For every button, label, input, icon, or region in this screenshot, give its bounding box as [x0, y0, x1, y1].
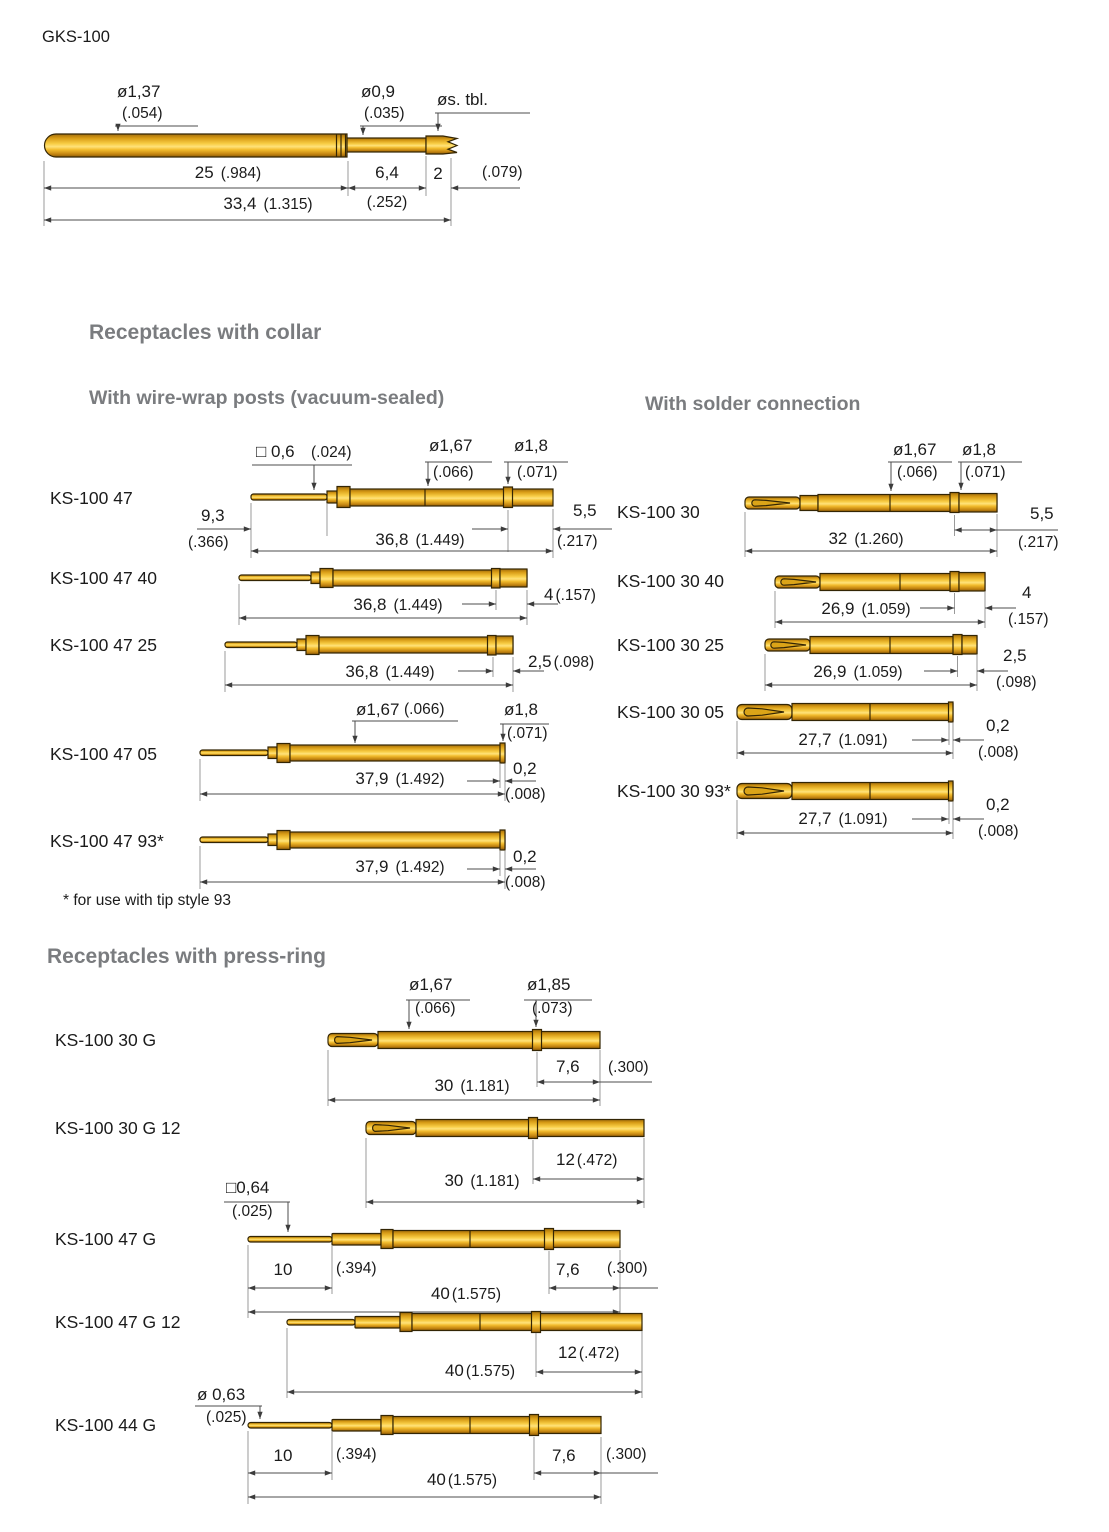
- dim-inch: (.300): [608, 1059, 649, 1076]
- dim-inch: (.008): [978, 823, 1019, 840]
- dia-label-inch: (.025): [232, 1203, 273, 1220]
- dim-value: 30: [434, 1076, 454, 1095]
- dim-value: 0,2: [513, 759, 537, 778]
- drawing-ks-100-44-g: [248, 1415, 658, 1505]
- dim-inch: (1.449): [393, 597, 443, 614]
- part-label: KS-100 30 G: [55, 1030, 157, 1050]
- dim-value: 2,5: [1003, 646, 1027, 665]
- dim-pair: [813, 663, 902, 681]
- dim-inch: (1.575): [451, 1286, 502, 1303]
- dim-value: 36,8: [345, 662, 379, 681]
- dim-value: 10: [273, 1260, 293, 1279]
- dim-pair: [544, 586, 596, 604]
- dim-inch: (1.449): [385, 664, 435, 681]
- dim-inch: (1.181): [460, 1078, 510, 1095]
- dim-inch: (.079): [482, 164, 523, 181]
- dia-label: □ 0,6: [256, 442, 295, 461]
- dim-inch: (.098): [553, 654, 595, 671]
- dim-inch: (1.059): [861, 601, 911, 618]
- dim-value: 25: [194, 163, 214, 182]
- dim-inch: (.252): [366, 194, 408, 211]
- dim-value: 12: [558, 1343, 577, 1362]
- dim-pair: [798, 810, 887, 828]
- dim-inch: (.366): [188, 534, 229, 551]
- dia-label-inch: (.066): [404, 701, 445, 718]
- page-code: GKS-100: [42, 28, 110, 46]
- dia-label: ø1,67: [356, 700, 400, 719]
- dim-pair: [558, 1344, 619, 1362]
- dim-value: 6,4: [375, 163, 399, 182]
- dim-value: 30: [444, 1171, 464, 1190]
- dim-pair: [798, 731, 887, 749]
- dim-inch: (1.575): [465, 1363, 516, 1380]
- part-label: KS-100 30: [617, 502, 700, 522]
- dim-pair: [444, 1172, 519, 1190]
- part-label: KS-100 30 93*: [617, 781, 731, 801]
- dim-inch: (.394): [336, 1260, 377, 1277]
- dim-value: 4: [1022, 583, 1032, 602]
- dim-inch: (.008): [505, 786, 546, 803]
- dia-label-inch: (.071): [507, 725, 548, 742]
- dia-label: ø1,37: [117, 82, 161, 101]
- subsection-heading: With wire-wrap posts (vacuum-sealed): [89, 387, 445, 409]
- dim-inch: (1.575): [447, 1472, 498, 1489]
- subsection-heading: With solder connection: [645, 393, 861, 415]
- dia-label-inch: (.073): [532, 1000, 573, 1017]
- dim-pair: [355, 858, 444, 876]
- dia-label: ø1,67: [893, 440, 937, 459]
- dim-inch: (.157): [1008, 611, 1049, 628]
- dim-inch: (1.091): [838, 732, 888, 749]
- dim-inch: (1.181): [470, 1173, 520, 1190]
- dim-inch: (1.059): [853, 664, 903, 681]
- dim-pair: [355, 770, 444, 788]
- dim-inch: (.472): [576, 1152, 618, 1169]
- dim-value: 37,9: [355, 857, 389, 876]
- dim-value: 40: [430, 1284, 450, 1303]
- dim-value: 7,6: [552, 1446, 576, 1465]
- drawing-ks-100-47-05: [200, 721, 549, 801]
- part-label: KS-100 47 G 12: [55, 1312, 181, 1332]
- section-heading: Receptacles with collar: [89, 321, 322, 344]
- dim-pair: [528, 653, 594, 671]
- dim-value: 2,5: [528, 652, 552, 671]
- dim-inch: (.217): [1018, 534, 1059, 551]
- dim-value: 5,5: [573, 501, 597, 520]
- dia-label-inch: (.066): [415, 1000, 456, 1017]
- dim-pair: [353, 596, 442, 614]
- dim-pair: [223, 195, 312, 213]
- part-label: KS-100 47 G: [55, 1229, 157, 1249]
- dim-value: 36,8: [375, 530, 409, 549]
- dim-inch: (.300): [606, 1446, 647, 1463]
- dim-inch: (1.315): [263, 196, 313, 213]
- dim-value: 0,2: [513, 847, 537, 866]
- dia-label: ø0,9: [361, 82, 396, 101]
- dim-inch: (.984): [220, 165, 262, 182]
- dim-value: 10: [273, 1446, 293, 1465]
- dim-pair: [445, 1362, 515, 1380]
- dia-label-inch: (.024): [311, 444, 352, 461]
- dim-value: 2: [433, 164, 443, 183]
- dim-inch: (.300): [607, 1260, 648, 1277]
- dim-inch: (.157): [555, 587, 596, 604]
- dia-label: ø1,8: [962, 440, 997, 459]
- dim-value: 36,8: [353, 595, 387, 614]
- dim-pair: [375, 531, 464, 549]
- part-label: KS-100 47 40: [50, 568, 158, 588]
- dim-inch: (.394): [336, 1446, 377, 1463]
- part-label: KS-100 47 93*: [50, 831, 164, 851]
- dim-inch: (.008): [978, 744, 1019, 761]
- footnote: * for use with tip style 93: [63, 892, 231, 909]
- dim-value: 0,2: [986, 795, 1010, 814]
- dim-pair: [345, 663, 434, 681]
- dim-value: 32: [828, 529, 848, 548]
- dim-value: 26,9: [813, 662, 847, 681]
- dia-label-inch: (.066): [897, 464, 938, 481]
- dim-value: 40: [426, 1470, 446, 1489]
- dim-pair: [431, 1285, 501, 1303]
- part-label: KS-100 47: [50, 488, 133, 508]
- dim-value: 9,3: [201, 506, 225, 525]
- dim-value: 7,6: [556, 1260, 580, 1279]
- dim-value: 5,5: [1030, 504, 1054, 523]
- part-label: KS-100 44 G: [55, 1415, 157, 1435]
- dim-inch: (.472): [578, 1345, 620, 1362]
- dim-value: 12: [556, 1150, 575, 1169]
- dim-inch: (1.260): [854, 531, 904, 548]
- dim-value: 40: [444, 1361, 464, 1380]
- dia-label: ø 0,63: [197, 1385, 246, 1404]
- dim-value: 27,7: [798, 730, 832, 749]
- dim-value: 26,9: [821, 599, 855, 618]
- dim-inch: (1.449): [415, 532, 465, 549]
- dim-inch: (.008): [505, 874, 546, 891]
- dia-label: □0,64: [226, 1178, 270, 1197]
- dim-value: 7,6: [556, 1057, 580, 1076]
- part-label: KS-100 30 40: [617, 571, 725, 591]
- dim-value: 33,4: [223, 194, 257, 213]
- dim-pair: [434, 1077, 509, 1095]
- dim-pair: [427, 1471, 497, 1489]
- part-label: KS-100 47 25: [50, 635, 158, 655]
- dim-value: 37,9: [355, 769, 389, 788]
- dia-label: ø1,8: [514, 436, 549, 455]
- dia-label: ø1,8: [504, 700, 539, 719]
- part-label: KS-100 30 05: [617, 702, 725, 722]
- section-heading: Receptacles with press-ring: [47, 945, 326, 968]
- dim-pair: [821, 600, 910, 618]
- part-label: KS-100 30 G 12: [55, 1118, 181, 1138]
- dia-label: ø1,67: [409, 975, 453, 994]
- dia-label: øs. tbl.: [437, 90, 489, 109]
- drawing-ks-100-47-g-12: [195, 1312, 642, 1420]
- part-label: KS-100 30 25: [617, 635, 725, 655]
- dia-label-inch: (.054): [122, 105, 163, 122]
- dia-label-inch: (.035): [364, 105, 405, 122]
- dia-label-inch: (.066): [433, 464, 474, 481]
- dim-inch: (1.492): [395, 859, 445, 876]
- dia-label-inch: (.071): [517, 464, 558, 481]
- dim-inch: (1.091): [838, 811, 888, 828]
- dim-value: 4: [544, 585, 554, 604]
- dim-inch: (1.492): [395, 771, 445, 788]
- dia-label-inch: (.071): [965, 464, 1006, 481]
- dim-pair: [828, 530, 903, 548]
- dia-label-inch: (.025): [206, 1409, 247, 1426]
- dim-inch: (.098): [996, 674, 1037, 691]
- dia-label: ø1,67: [429, 436, 473, 455]
- dim-pair: [195, 164, 261, 182]
- dia-label: ø1,85: [527, 975, 571, 994]
- dim-pair: [556, 1151, 617, 1169]
- dim-value: 27,7: [798, 809, 832, 828]
- part-label: KS-100 47 05: [50, 744, 158, 764]
- dim-value: 0,2: [986, 716, 1010, 735]
- dim-inch: (.217): [557, 533, 598, 550]
